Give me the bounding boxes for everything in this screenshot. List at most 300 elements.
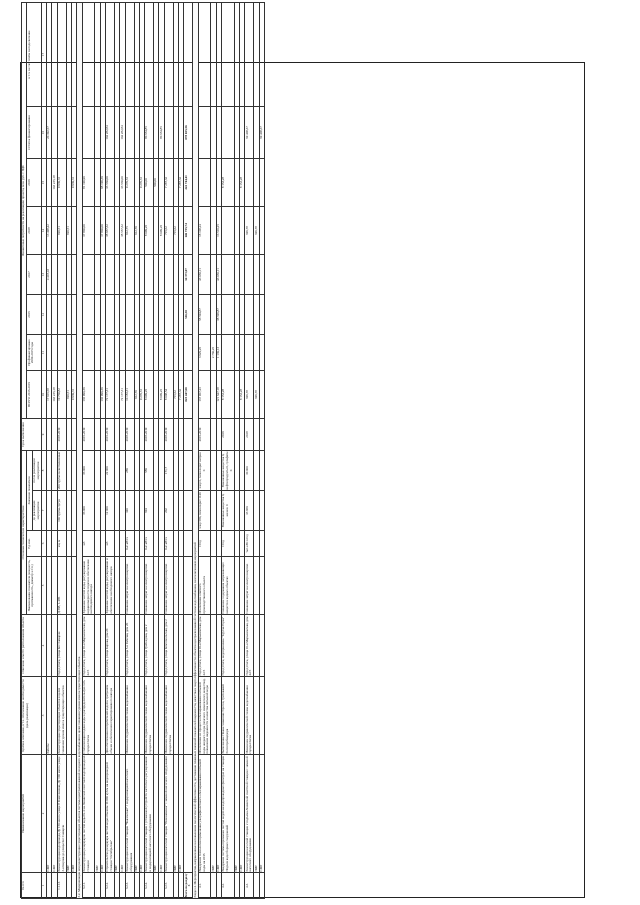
table-cell xyxy=(164,295,173,335)
table-cell xyxy=(82,107,95,159)
table-cell: 3.2.2. xyxy=(105,873,114,899)
table-cell: Д 398, L 486 xyxy=(57,557,66,615)
table-cell: 36 000 xyxy=(82,451,95,491)
table-cell: 98 190,39 xyxy=(100,159,105,207)
table-cell: 80 654,85 xyxy=(159,107,164,159)
table-cell xyxy=(105,335,114,371)
table-cell: Реконструкция насосной станции "Новокаменка" с заменой насосного оборудования xyxy=(164,755,173,873)
table-cell: 4.1. xyxy=(198,873,211,899)
table-cell: ПИР xyxy=(234,755,239,873)
table-cell: 912,70 xyxy=(134,207,139,255)
table-cell: 500,00 xyxy=(145,159,154,207)
header-indicators: Основные технические характеристики xyxy=(22,451,27,615)
table-cell xyxy=(184,419,193,451)
table-cell: 878 655,56 xyxy=(184,107,193,159)
table-cell: 30 000 xyxy=(245,451,254,491)
table-cell: м3 xyxy=(105,531,114,557)
table-cell xyxy=(259,491,264,531)
table-cell xyxy=(125,335,134,371)
table-cell xyxy=(125,2,134,106)
table-cell: Город Омск, улица Комсомольская, дом 2 xyxy=(164,615,173,677)
table-cell: 696,78 xyxy=(254,371,259,419)
table-cell xyxy=(259,207,264,255)
table-cell: Снижение содержания загрязняющих веществ в водных объектах xyxy=(221,557,234,615)
table-cell: Внедрение системы промывки чистой водой на водопроводных фильтрах на станции Подъем водосборных сооружений xyxy=(221,755,234,873)
table-cell: тыс.кВт.ч xyxy=(125,531,134,557)
table-cell: 17 916,58 xyxy=(47,371,52,419)
table-cell: 146 735,74 xyxy=(184,207,193,255)
column-number-cell: 15 xyxy=(41,159,47,207)
table-cell: 36 000 xyxy=(82,491,95,531)
table-cell: Снижение затрат на электроэнергию xyxy=(145,557,154,615)
table-cell: Город Омск, улица 10-я Марьяновская, дом 42/3 xyxy=(82,615,95,677)
table-cell: Город Омск, улица Кирова, дом 20 xyxy=(105,615,114,677)
table-cell xyxy=(184,335,193,371)
table-cell: 19 760,82 xyxy=(57,371,66,419)
table-cell: 69 408,37 xyxy=(259,107,264,159)
table-cell: Изменение гидравлической схемы водоснабжения xyxy=(125,677,134,755)
table-body xyxy=(41,2,264,898)
table-cell xyxy=(259,2,264,106)
table-cell xyxy=(164,335,173,371)
table-cell xyxy=(184,755,193,873)
table-cell: 135 990,39 xyxy=(100,371,105,419)
table-cell xyxy=(145,295,154,335)
table-cell: 37 800,00 xyxy=(82,207,95,255)
table-cell: Реконструкция насосной станции 2 подъема Ленинской очистной станции с заменой насосного оборудования xyxy=(244,756,253,872)
table-cell: ПИР xyxy=(173,755,178,873)
column-number-cell: 8 xyxy=(41,451,47,491)
table-cell xyxy=(105,295,114,335)
table-row xyxy=(82,2,95,898)
table-cell: СМР xyxy=(52,755,57,873)
table-cell: 222 744,41 xyxy=(184,159,193,207)
table-cell xyxy=(221,207,234,255)
table-cell: 820,51 xyxy=(57,207,66,255)
table-cell: Снижение затрат на электроэнергию xyxy=(125,557,134,615)
table-cell: 13 498,42 xyxy=(47,207,52,255)
table-row xyxy=(164,2,173,898)
table-cell: 820,51 xyxy=(66,371,71,419)
table-cell: СМР xyxy=(239,755,244,873)
table-cell: Реконструкция насосной станции "Чкаловская" с модернизацией насосного оборудования xyxy=(125,755,134,873)
table-cell: Реконструкция водопровода Ду 150 мм по улице 8 Ремесленная, Ду 100 мм по улице 3-я Кирова до улицы Кос Самарли xyxy=(57,756,65,872)
table-cell: 9 270,61 xyxy=(139,159,144,207)
table-cell xyxy=(259,873,264,899)
table-cell: 7 287,32 xyxy=(164,159,173,207)
table-cell xyxy=(198,107,211,159)
table-cell: 58 594,87 xyxy=(198,295,211,335)
table-cell: 20 392,57 xyxy=(47,107,52,159)
table-cell: ПИР xyxy=(254,755,259,873)
header-place: Описание и место расположения объекта xyxy=(22,615,42,677)
table-cell xyxy=(105,2,114,106)
table-cell: 3 929,26 xyxy=(198,335,211,371)
table-cell xyxy=(164,2,173,106)
table-cell xyxy=(184,531,193,557)
table-cell: Реконструкция существующих объектов в целях снижения уровня износа существующих объектов xyxy=(57,677,66,755)
table-cell: 8 153,28 xyxy=(239,371,244,419)
table-cell: 72 177,31 xyxy=(105,371,114,419)
header-2018: 2018 xyxy=(27,207,41,255)
table-cell: 38 957,32 xyxy=(105,207,114,255)
table-cell: хлор 0, гипохлорит натрия 0 xyxy=(198,451,211,491)
header-before: до реализации мероприятия xyxy=(32,491,41,531)
table-cell: Взвешенные вещества 0, нефтепродукты 0, сульфаты 0 xyxy=(221,451,233,490)
table-cell: Стабилизация подачи воды в распределительную сеть города Омска xyxy=(82,677,95,755)
table-cell: 3.2.3. xyxy=(125,873,134,899)
table-cell: тыс.кВт.ч xyxy=(164,531,173,557)
table-cell: 2019 xyxy=(221,419,234,451)
table-cell: 589 xyxy=(145,451,154,491)
table-cell: 912,70 xyxy=(134,371,139,419)
table-cell: 171,7 xyxy=(164,451,173,491)
table-cell: 696,78 xyxy=(245,371,254,419)
table-cell: 202 xyxy=(164,491,173,531)
table-cell xyxy=(259,677,264,755)
table-cell: Исключение опасного производственного объекта xyxy=(198,557,211,615)
table-cell xyxy=(184,615,193,677)
table-cell: 3.2.1. xyxy=(82,873,95,899)
table-cell: 33 969 xyxy=(245,491,254,531)
table-cell: Изменение гидравлической схемы водоснабжения города Омска xyxy=(245,677,254,755)
table-row xyxy=(105,2,114,898)
table-cell: 696,78 xyxy=(254,207,259,255)
table-row xyxy=(145,2,154,898)
column-number-cell: 11 xyxy=(41,335,47,371)
table-cell: Внедрение технологии применения ультрафиолетового обеззараживания питьевой воды на ОСВ xyxy=(198,755,211,873)
column-number-cell: 1 xyxy=(41,873,47,899)
table-cell: 3.2.5. xyxy=(164,873,173,899)
table-cell: СМР xyxy=(216,755,221,873)
table-cell xyxy=(198,159,211,207)
table-cell: 1.1.13. xyxy=(57,873,66,899)
table-cell: Город Омск, улица Кос Самарли xyxy=(57,615,66,677)
table-cell: Реконструкция резервуаров чистой воды № 4 на Ленинской очистной водопроводной станции xyxy=(82,755,95,873)
header-unit: Ед.изм. xyxy=(27,531,41,557)
header-values: Значение показателя xyxy=(27,451,32,531)
table-cell xyxy=(145,2,154,106)
table-cell xyxy=(221,2,234,106)
table-cell: 2018-2019 xyxy=(164,419,173,451)
table-cell: 137 967,43 xyxy=(198,371,211,419)
column-number-cell: 10 xyxy=(41,371,47,419)
column-number-cell: 14 xyxy=(41,207,47,255)
table-cell: 3.2.4. xyxy=(145,873,154,899)
section-title: 3.2. Модернизация или реконструкция существующих объектов системы централизованной холодного водоснабжения в целях снижения уровня износа существующих объектов xyxy=(77,2,82,898)
table-cell: 8 099,26 xyxy=(159,207,164,255)
table-cell: 696,78 xyxy=(245,207,254,255)
table-cell: 4.3. xyxy=(245,873,254,899)
table-cell: 823 447,00 xyxy=(184,371,193,419)
table-cell: Хранение чистой воды, регулирование и обеспечение необходимого напора xyxy=(105,558,113,614)
table-cell: 694 xyxy=(145,491,154,531)
table-cell xyxy=(259,531,264,557)
column-number-cell: 16 xyxy=(41,107,47,159)
table-cell: 135 990,39 xyxy=(82,371,95,419)
column-number-cell: 4 xyxy=(41,615,47,677)
table-cell: 4.2. xyxy=(221,873,234,899)
table-cell: СМР xyxy=(179,755,184,873)
table-cell xyxy=(184,677,193,755)
column-number-cell: 9 xyxy=(41,419,47,451)
table-cell: 2 760,26 xyxy=(211,335,216,371)
table-cell xyxy=(221,295,234,335)
table-cell xyxy=(184,491,193,531)
table-cell: 516,38 xyxy=(184,295,193,335)
table-cell xyxy=(259,371,264,419)
table-cell xyxy=(145,255,154,295)
table-cell: 80 654,85 xyxy=(145,107,154,159)
column-number-cell: 12 xyxy=(41,295,47,335)
table-cell xyxy=(259,419,264,451)
header-total: ВСЕГО 2016-2019 xyxy=(27,371,41,419)
table-cell xyxy=(245,295,254,335)
table-row xyxy=(259,2,264,898)
table-cell: 69 408,37 xyxy=(245,107,254,159)
table-cell xyxy=(221,255,234,295)
table-cell xyxy=(125,107,134,159)
table-cell: Хранение чистой воды, регулирование неравномерности подачи и обеспечение необходимого напора xyxy=(82,557,95,615)
column-number-cell: 3 xyxy=(41,677,47,755)
column-number-cell: 7 xyxy=(41,491,47,531)
table-cell: СМР xyxy=(100,755,105,873)
table-cell: 43 050,11 xyxy=(216,255,221,295)
table-cell: ПИР xyxy=(95,755,100,873)
table-cell: СМР xyxy=(72,755,77,873)
table-cell: 10 183,31 xyxy=(125,371,134,419)
table-cell: Работы xyxy=(47,677,52,755)
table-cell xyxy=(82,295,95,335)
table-cell xyxy=(145,335,154,371)
table-cell xyxy=(125,255,134,295)
table-cell: 2016-2019 xyxy=(82,419,95,451)
table-cell: 9 939,31 xyxy=(57,159,66,207)
table-cell: 820,51 xyxy=(66,207,71,255)
table-cell: Выполнение Плана снижения сбросов, требований Роспотребнадзора xyxy=(221,677,234,755)
table-cell xyxy=(259,557,264,615)
table-cell xyxy=(82,2,95,106)
header-2019: 2019 xyxy=(27,159,41,207)
table-cell xyxy=(184,557,193,615)
table-cell: Изменение гидравлической схемы водоснабжения города Омска xyxy=(145,677,154,755)
table-row xyxy=(221,2,234,898)
table-cell: СМР xyxy=(159,755,164,873)
rotated-table-wrapper xyxy=(21,30,586,899)
table-cell: Строительство резервуара чистой воды объемом 10 000 куб.м на водопроводной станции "Октябрьская" xyxy=(105,755,114,873)
investment-program-table xyxy=(21,2,265,899)
column-number-cell: 13 xyxy=(41,255,47,295)
table-cell xyxy=(245,335,254,371)
table-row xyxy=(245,2,254,898)
header-incl: в т.ч. за счет платы за подключение xyxy=(27,2,41,106)
table-row xyxy=(57,2,66,898)
table-cell: 37 800,00 xyxy=(100,207,105,255)
table-cell: 8 153,28 xyxy=(221,371,234,419)
table-cell: 2016-2019 xyxy=(198,419,211,451)
table-cell xyxy=(259,615,264,677)
table-cell: 9 270,61 xyxy=(139,371,144,419)
table-cell: 8 099,26 xyxy=(159,371,164,419)
table-cell: 100 трубы-чугун xyxy=(57,491,66,531)
table-cell: ПИР xyxy=(211,755,216,873)
table-cell: м3 xyxy=(82,531,95,557)
table-cell: хлор 580, гипохлорит 1140 xyxy=(198,491,211,531)
table-cell xyxy=(105,255,114,295)
header-prev: Профинансировано 2009-2015 годы xyxy=(27,335,41,371)
table-cell: Город Омск, улица 5-я Рабочая, дом 20 xyxy=(125,615,134,677)
table-cell xyxy=(57,107,66,159)
table-cell xyxy=(164,255,173,295)
table-cell: Город Омск, улица Грибоедова, дом 2 xyxy=(145,615,154,677)
table-cell xyxy=(259,255,264,295)
table-cell: Всего по разделу 3 xyxy=(183,873,192,898)
table-cell: 200 трубы полиэтиленовые xyxy=(57,451,66,491)
table-cell xyxy=(82,335,95,371)
table-cell xyxy=(164,107,173,159)
table-cell: 81 190,90 xyxy=(82,159,95,207)
table-cell: 121 647,18 xyxy=(216,371,221,419)
table-cell: ПИР xyxy=(134,755,139,873)
table-cell: Реконструкция насосной станции с установкой устройств частотного регулирования и модернизацией насосного оборудования xyxy=(145,755,154,873)
table-cell xyxy=(259,335,264,371)
header-after: после реализации мероприятия xyxy=(32,451,41,491)
table-cell xyxy=(245,255,254,295)
table-cell xyxy=(259,451,264,491)
column-number-cell: 2 xyxy=(41,755,47,873)
table-cell xyxy=(245,2,254,106)
table-cell: Город Омск, улица 10-я Марьяновская, дом 42/3 xyxy=(245,615,254,677)
table-cell: 33 560,00 xyxy=(120,159,125,207)
table-cell: 8 153,28 xyxy=(239,159,244,207)
table-cell: 7 287,32 xyxy=(179,159,184,207)
table-cell: ПИР xyxy=(154,755,159,873)
table-cell: СМР xyxy=(139,755,144,873)
table-cell: 2018-2019 xyxy=(57,419,66,451)
table-row xyxy=(125,2,134,898)
table-cell: 715,62 xyxy=(173,371,178,419)
table-cell: 43 050,11 xyxy=(198,255,211,295)
table-cell: 34 371,07 xyxy=(184,255,193,295)
table-cell: СМР xyxy=(259,755,264,873)
table-cell: тыс.кВт.ч/год xyxy=(245,531,254,557)
table-cell: Изменение гидравлической схемы водоснабжения города Омска xyxy=(164,677,173,755)
table-cell xyxy=(184,451,193,491)
table-cell: 715,62 xyxy=(164,207,173,255)
table-cell: 8 153,28 xyxy=(221,159,234,207)
table-cell: т/год xyxy=(221,531,234,557)
header-name: Наименование мероприятий xyxy=(22,755,42,873)
table-cell: 340 xyxy=(125,491,134,531)
table-cell xyxy=(57,2,66,106)
table-cell: 8 008,54 xyxy=(164,371,173,419)
table-cell xyxy=(184,2,193,106)
column-number-cell: 5 xyxy=(41,557,47,615)
header-description: Краткое описание, в т.ч. обоснование необходимости (цель реализации) xyxy=(22,677,42,755)
table-cell: 38 557,32 xyxy=(120,207,125,255)
table-cell xyxy=(221,335,234,371)
table-cell: ПИР xyxy=(114,755,119,873)
table-cell: 12 000 xyxy=(105,491,114,531)
table-cell xyxy=(259,159,264,207)
header-2016: 2016 xyxy=(27,295,41,335)
header-finance: Финансовые потребности на реализацию проекта, млн. руб. с НДС xyxy=(22,2,27,418)
table-cell: 103 235,18 xyxy=(52,371,57,419)
table-cell xyxy=(125,295,134,335)
table-cell: ПИР xyxy=(66,755,71,873)
table-cell: км, м xyxy=(57,531,66,557)
table-cell xyxy=(259,295,264,335)
table-cell: 16 510,25 xyxy=(216,207,221,255)
table-cell: 8 099,26 xyxy=(145,207,154,255)
table-cell: СМР xyxy=(47,755,52,873)
table-cell: СМР xyxy=(120,755,125,873)
table-cell: 8 099,26 xyxy=(145,371,154,419)
table-cell: т/год xyxy=(198,531,211,557)
table-cell: Снижение затрат на электроэнергию xyxy=(164,557,173,615)
column-number-cell: 6 xyxy=(41,531,47,557)
table-cell: 103 235,18 xyxy=(52,159,57,207)
table-cell: Город Омск, водоприемник "Крутая Горка" xyxy=(221,615,234,677)
table-cell xyxy=(57,295,66,335)
header-num: № п/п xyxy=(22,873,42,899)
table-cell: 38 596,87 xyxy=(216,295,221,335)
table-cell: Исключение из процесса обеззараживания питьевой воды жидкого хлора (опасного химического вещества), повышение надежности и качества питьевой воды xyxy=(198,677,211,755)
table-cell: Для обеспечения потребителей водой в требуемом объеме и обеспечения гарантированного напора xyxy=(105,677,114,755)
total-row xyxy=(184,2,193,898)
table-cell: 1 139,13 xyxy=(216,335,221,371)
table-cell xyxy=(82,255,95,295)
table-cell: 2018-2019 xyxy=(145,419,154,451)
table-cell: 72 177,31 xyxy=(120,371,125,419)
header-indicator-name: Наименование показателя (мощность, протяженность, диаметр и т.п.) xyxy=(27,557,41,615)
table-cell xyxy=(57,255,66,295)
table-cell: 2018 xyxy=(245,419,254,451)
table-row xyxy=(198,2,211,898)
table-cell xyxy=(198,2,211,106)
table-cell: 2018-2019 xyxy=(125,419,134,451)
table-cell: 715,62 xyxy=(173,207,178,255)
table-cell: 2016-2019 xyxy=(105,419,114,451)
table-cell: 289 xyxy=(125,451,134,491)
document-page xyxy=(20,30,585,898)
table-cell: Снижение затрат на электроэнергию xyxy=(245,557,254,615)
table-cell: 9 939,31 xyxy=(72,371,77,419)
table-cell xyxy=(245,159,254,207)
table-cell: 500,00 xyxy=(154,159,159,207)
table-cell: Взвешенные вещества 0, железо 0 xyxy=(221,491,234,531)
table-cell: 104 282,84 xyxy=(120,107,125,159)
table-cell: тыс.кВт.ч xyxy=(145,531,154,557)
table-cell: Город Омск, улица 10-я Марьяновская, дом 42/3 xyxy=(198,615,211,677)
table-cell: 22 000 xyxy=(105,451,114,491)
section-title: Раздел 4. Мероприятия, направленные на повышение экологической эффективности, достижение плановых значений показателей надежности, качества и энергоэффективности объектов централизованной системы водоснабжения, за исключением мероприятий xyxy=(193,2,198,898)
column-number-cell: 17 xyxy=(41,2,47,106)
table-cell: 18 108,24 xyxy=(198,207,211,255)
table-cell: 104 282,84 xyxy=(105,107,114,159)
header-rest: Остаток финансирования xyxy=(27,107,41,159)
table-cell: 9 270,61 xyxy=(125,159,134,207)
table-cell: 7 287,32 xyxy=(179,371,184,419)
table-cell xyxy=(57,335,66,371)
table-cell: 33 560,00 xyxy=(105,159,114,207)
header-2017: 2017 xyxy=(27,255,41,295)
header-term: Срок выполнения xyxy=(22,419,42,451)
table-cell: 9 939,31 xyxy=(72,159,77,207)
table-cell xyxy=(221,107,234,159)
table-cell: 912,75 xyxy=(125,207,134,255)
table-cell: 4 418,43 xyxy=(47,255,52,295)
